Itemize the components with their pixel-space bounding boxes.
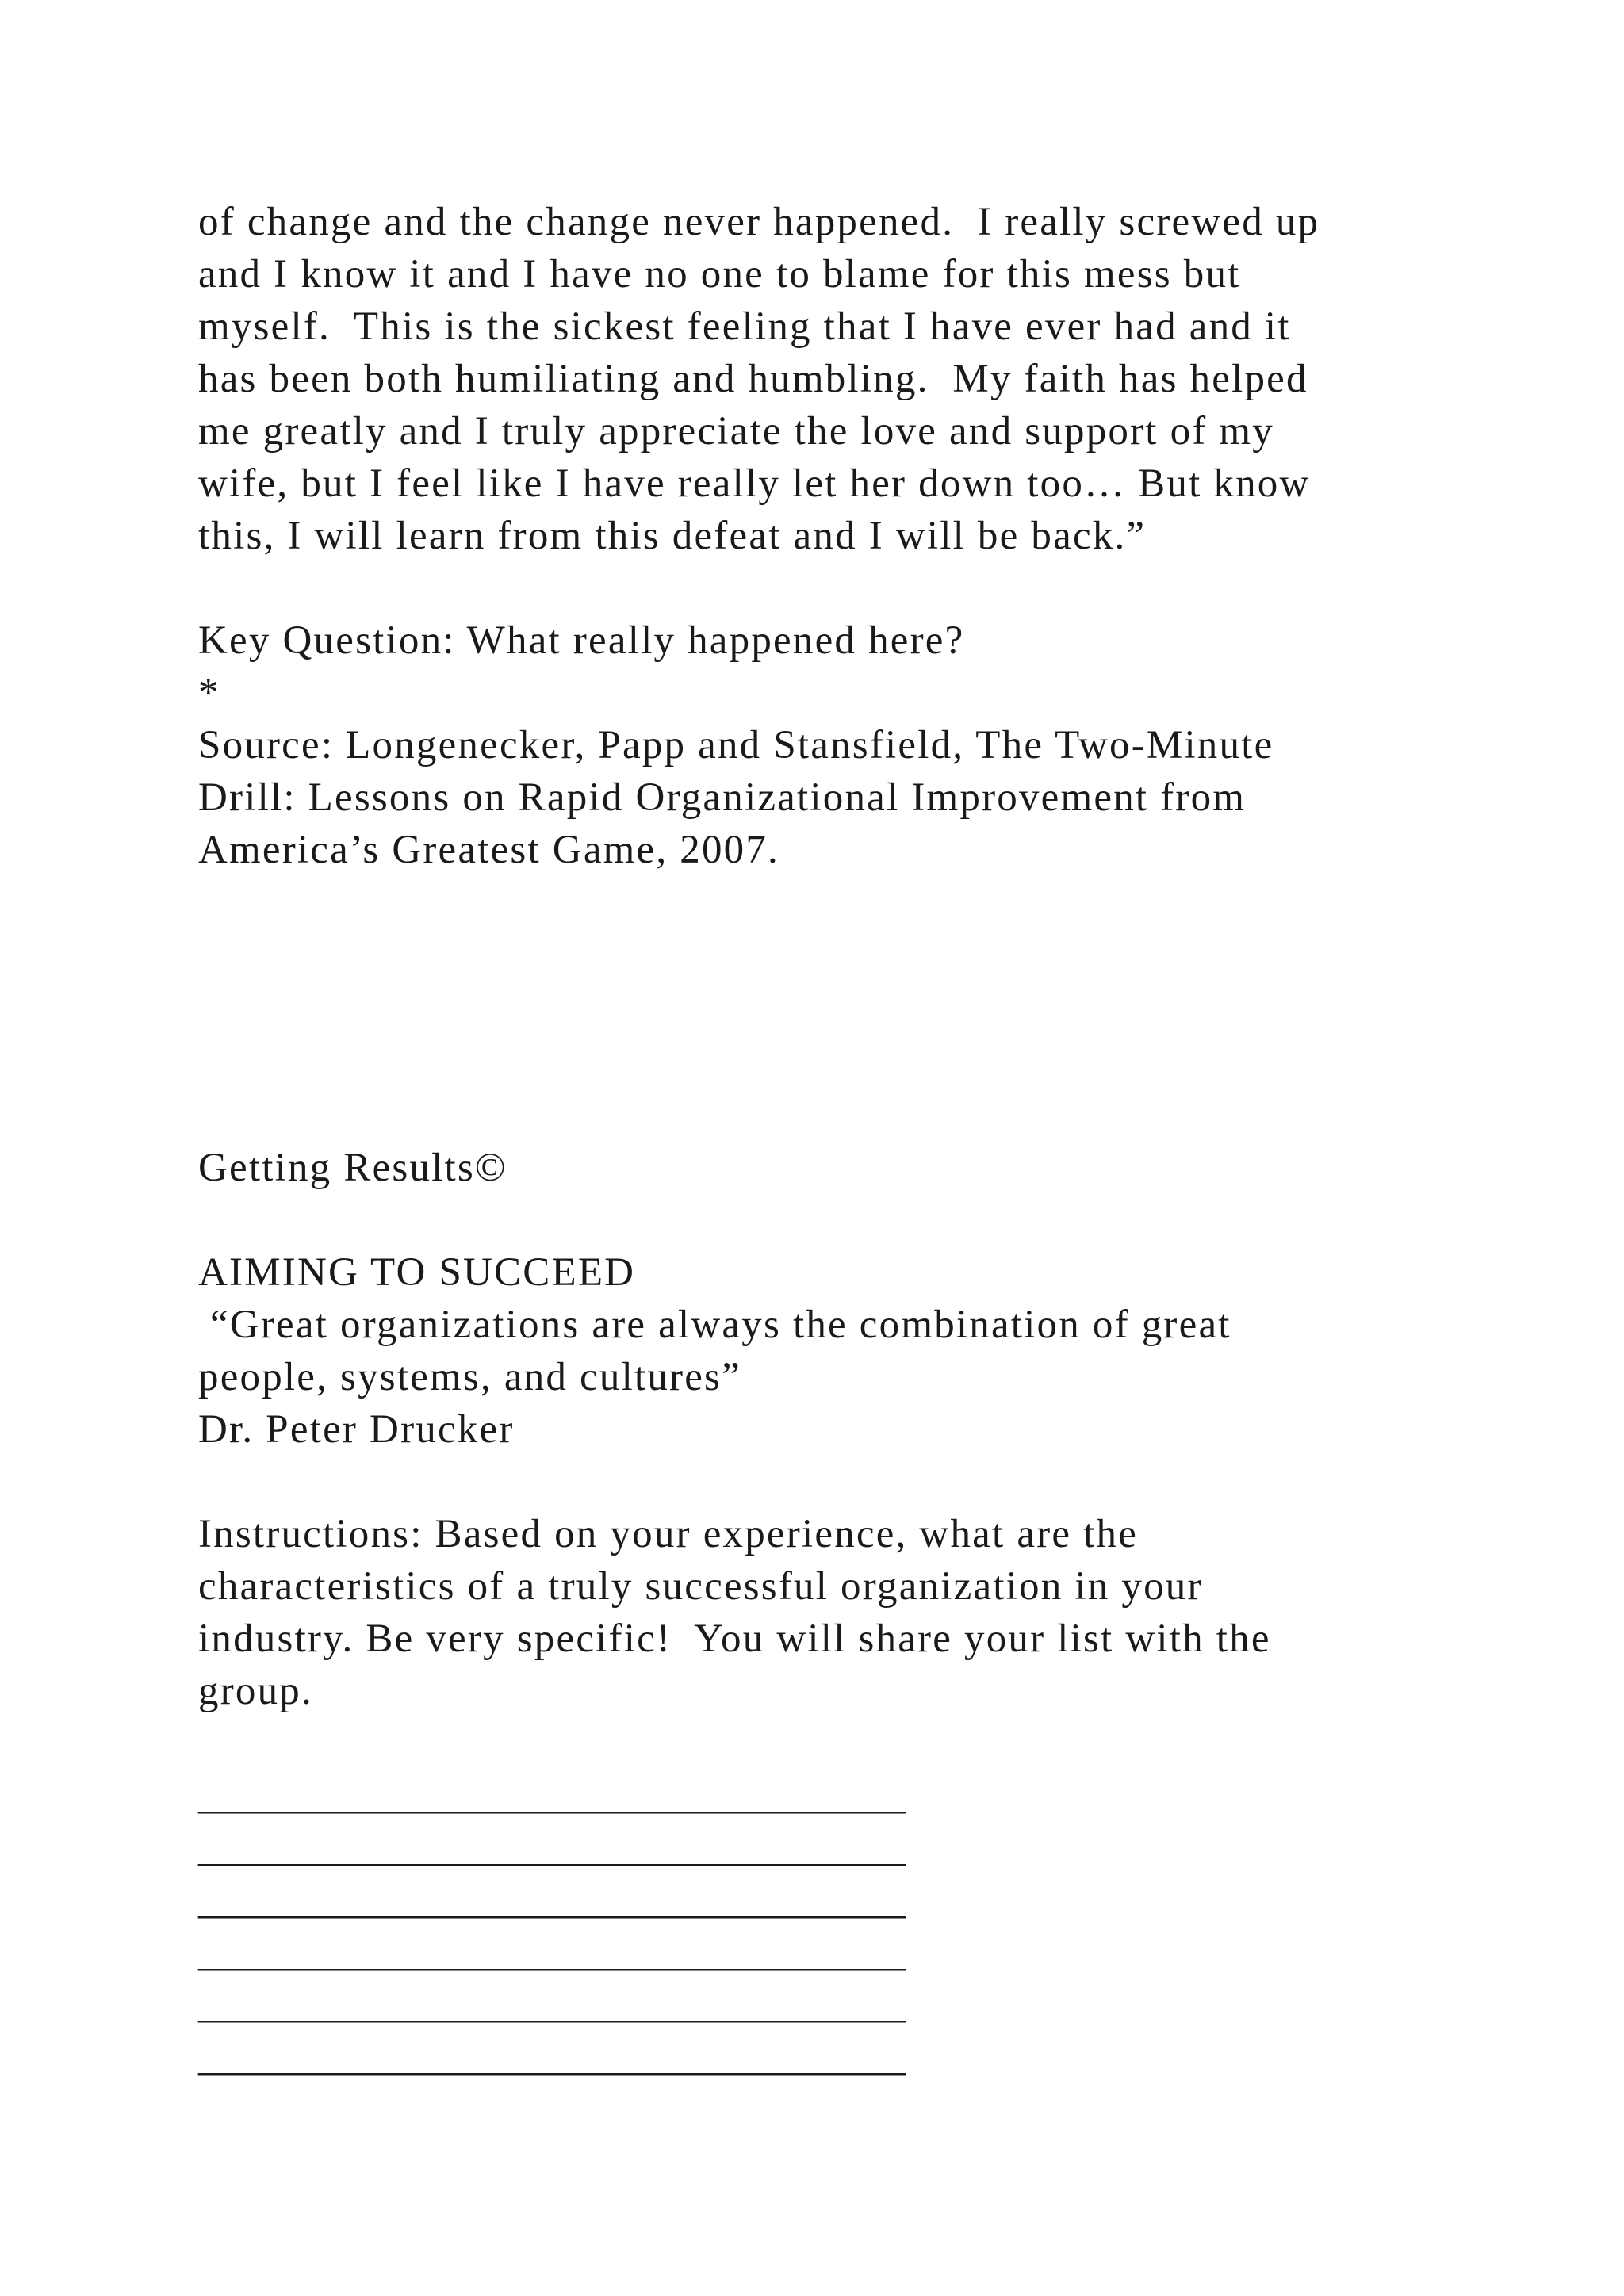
instructions-line: Instructions: Based on your experience, what are the	[198, 1512, 1139, 1556]
instructions-line: characteristics of a truly successful organization in your	[198, 1564, 1203, 1609]
instructions-paragraph	[198, 1508, 1435, 1717]
spacer	[198, 562, 1435, 614]
story-line: of change and the change never happened. I really screwed up	[198, 200, 1320, 244]
answer-line: ___________________________________	[198, 1826, 906, 1870]
spacer	[198, 1456, 1435, 1508]
story-line: wife, but I feel like I have really let her down too… But know	[198, 461, 1311, 506]
answer-lines	[198, 1770, 1435, 2084]
answer-line: ___________________________________	[198, 1878, 906, 1923]
story-paragraph	[198, 196, 1435, 562]
source-citation	[198, 719, 1435, 876]
exercise-heading: AIMING TO SUCCEED	[198, 1250, 636, 1295]
spacer	[198, 1717, 1435, 1770]
quote-line: people, systems, and cultures”	[198, 1355, 741, 1399]
quote-attribution: Dr. Peter Drucker	[198, 1407, 515, 1452]
story-line: this, I will learn from this defeat and I will be back.”	[198, 514, 1147, 558]
quote-line: “Great organizations are always the combination of great	[198, 1303, 1231, 1347]
section-title: Getting Results©	[198, 1146, 508, 1190]
story-line: me greatly and I truly appreciate the love and support of my	[198, 409, 1274, 453]
source-line: Source: Longenecker, Papp and Stansfield, The Two-Minute	[198, 723, 1274, 767]
instructions-line: group.	[198, 1669, 313, 1713]
source-line: Drill: Lessons on Rapid Organizational Improvement from	[198, 775, 1247, 820]
key-question: Key Question: What really happened here?	[198, 618, 965, 663]
spacer	[198, 1194, 1435, 1246]
answer-line: ___________________________________	[198, 1983, 906, 2027]
page-content	[198, 196, 1435, 2084]
spacer	[198, 876, 1435, 1142]
answer-line: ___________________________________	[198, 1931, 906, 1975]
story-line: myself. This is the sickest feeling that I have ever had and it	[198, 304, 1291, 349]
answer-line: ___________________________________	[198, 1774, 906, 1818]
instructions-line: industry. Be very specific! You will share your list with the	[198, 1617, 1271, 1661]
source-line: America’s Greatest Game, 2007.	[198, 828, 780, 872]
answer-line: ___________________________________	[198, 2035, 906, 2080]
asterisk: *	[198, 671, 220, 715]
story-line: and I know it and I have no one to blame for this mess but	[198, 252, 1241, 297]
drucker-quote	[198, 1299, 1435, 1403]
story-line: has been both humiliating and humbling. My faith has helped	[198, 357, 1308, 401]
